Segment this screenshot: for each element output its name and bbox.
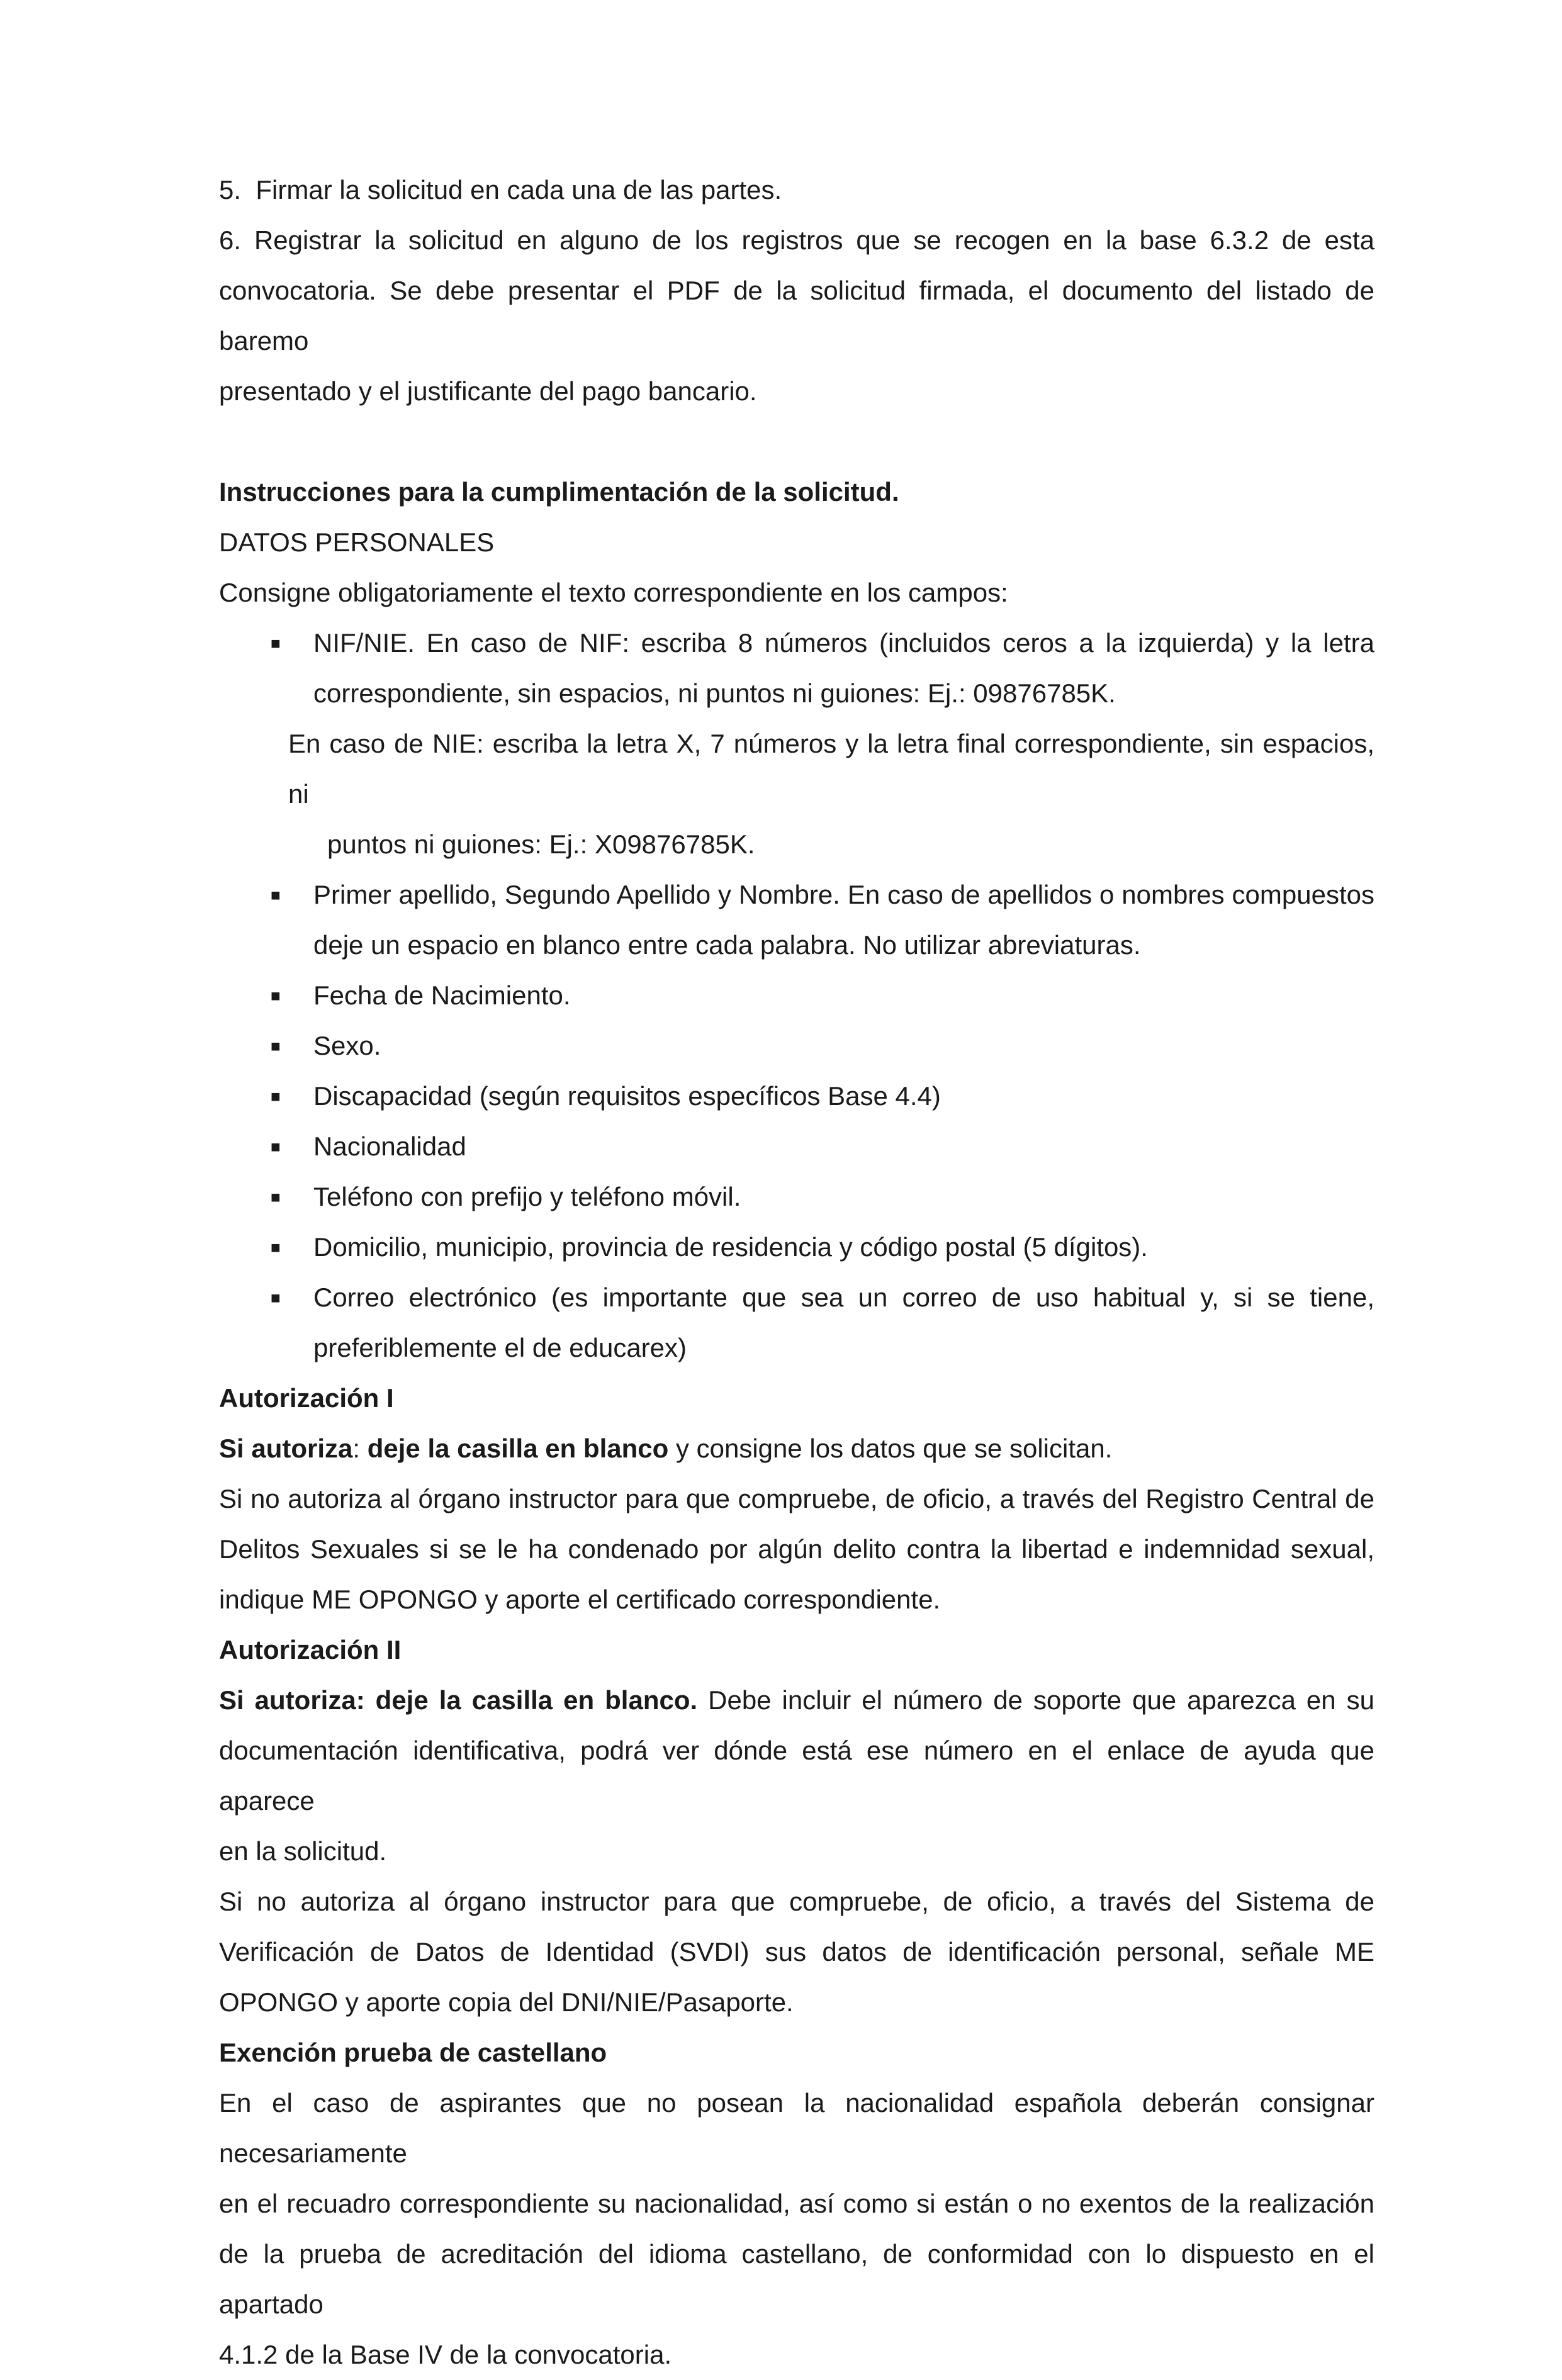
list-item: [219, 1172, 1374, 1222]
list-item: [219, 970, 1374, 1021]
bullet-square-icon: ■: [271, 634, 281, 653]
auth2-line: documentación identificativa, podrá ver dónde está ese número en el enlace de ayuda que aparece: [219, 1736, 1374, 1816]
list-item-line: NIF/NIE. En caso de NIF: escriba 8 números (incluidos ceros a la izquierda) y la letra: [313, 628, 1374, 658]
auth2-lead: [219, 1675, 1374, 1726]
bullet-square-icon: ■: [271, 986, 281, 1005]
auth1-line: indique ME OPONGO y aporte el certificado correspondiente.: [219, 1585, 941, 1614]
castellano-line: en el recuadro correspondiente su nacionalidad, así como si están o no exentos de la realización: [219, 2189, 1374, 2218]
auth2-line: Si no autoriza al órgano instructor para que compruebe, de oficio, a través del Sistema de: [219, 1887, 1374, 1916]
instructions-title: Instrucciones para la cumplimentación de la solicitud.: [219, 477, 899, 507]
list-item-line: deje un espacio en blanco entre cada palabra. No utilizar abreviaturas.: [313, 930, 1141, 960]
bullet-square-icon: ■: [271, 1087, 281, 1106]
auth1-lead: [219, 1423, 1374, 1474]
list-item: [219, 1121, 1374, 1172]
lead-colon: :: [352, 1434, 368, 1463]
nie-line: En caso de NIE: escriba la letra X, 7 números y la letra final correspondiente, sin espacios, ni: [288, 729, 1374, 809]
lead-blank-bold: deje la casilla en blanco: [367, 1434, 669, 1463]
lead-rest: y consigne los datos que se solicitan.: [668, 1434, 1113, 1463]
step-6: [219, 215, 1374, 417]
castellano-line: 4.1.2 de la Base IV de la convocatoria.: [219, 2340, 672, 2369]
bullet-square-icon: ■: [271, 885, 281, 904]
bullet-square-icon: ■: [271, 1238, 281, 1257]
castellano-line: de la prueba de acreditación del idioma castellano, de conformidad con lo dispuesto en el apartado: [219, 2239, 1374, 2319]
section-heading-castellano: Exención prueba de castellano: [219, 2038, 607, 2067]
step-line: presentado y el justificante del pago bancario.: [219, 376, 757, 406]
section-heading-auth1: Autorización I: [219, 1383, 394, 1413]
personal-intro: Consigne obligatoriamente el texto correspondiente en los campos:: [219, 578, 1008, 607]
lead-bold: Si autoriza: deje la casilla en blanco.: [219, 1685, 698, 1715]
section-heading-personal: DATOS PERSONALES: [219, 527, 495, 557]
list-item-text: Discapacidad (según requisitos específicos Base 4.4): [313, 1081, 941, 1111]
step-number: 5.: [219, 175, 242, 205]
list-item: [219, 1021, 1374, 1071]
list-item-text: Fecha de Nacimiento.: [313, 980, 571, 1010]
list-item-text: Teléfono con prefijo y teléfono móvil.: [313, 1182, 741, 1211]
castellano-line: En el caso de aspirantes que no posean la nacionalidad española deberán consignar necesariamente: [219, 2088, 1374, 2168]
bullet-square-icon: ■: [271, 1288, 281, 1307]
lead-bold: Si autoriza: [219, 1434, 353, 1463]
list-item: [219, 1272, 1374, 1373]
list-item: [219, 1071, 1374, 1121]
step-text: Firmar la solicitud en cada una de las partes.: [256, 175, 782, 205]
list-item: [219, 1222, 1374, 1272]
auth2-line: Verificación de Datos de Identidad (SVDI) sus datos de identificación personal, señale ME: [219, 1937, 1374, 1967]
step-5: [219, 165, 1374, 215]
nie-note: [219, 719, 1374, 819]
step-line: convocatoria. Se debe presentar el PDF de la solicitud firmada, el documento del listado de baremo: [219, 276, 1374, 356]
list-item-line: Correo electrónico (es importante que sea un correo de uso habitual y, si se tiene,: [313, 1283, 1374, 1312]
list-item: [219, 618, 1374, 719]
document-page: [219, 165, 1374, 2380]
step-number: 6.: [219, 225, 242, 255]
list-item-line: Primer apellido, Segundo Apellido y Nombre. En caso de apellidos o nombres compuestos: [313, 880, 1374, 909]
list-item-line: correspondiente, sin espacios, ni puntos ni guiones: Ej.: 09876785K.: [313, 678, 1116, 708]
step-line: [219, 215, 1374, 266]
step-text: Registrar la solicitud en alguno de los registros que se recogen en la base 6.3.2 de esta: [254, 225, 1374, 255]
list-item-text: Nacionalidad: [313, 1131, 466, 1161]
lead-rest: Debe incluir el número de soporte que aparezca en su: [697, 1685, 1374, 1715]
list-item-line: preferiblemente el de educarex): [313, 1333, 687, 1362]
nie-line: puntos ni guiones: Ej.: X09876785K.: [327, 829, 755, 859]
list-item: [219, 870, 1374, 970]
bullet-square-icon: ■: [271, 1036, 281, 1055]
bullet-square-icon: ■: [271, 1137, 281, 1156]
bullet-square-icon: ■: [271, 1187, 281, 1206]
auth1-line: Delitos Sexuales si se le ha condenado por algún delito contra la libertad e indemnidad sexual,: [219, 1534, 1374, 1564]
auth2-line: OPONGO y aporte copia del DNI/NIE/Pasaporte.: [219, 1987, 794, 2017]
section-heading-auth2: Autorización II: [219, 1635, 402, 1664]
list-item-text: Sexo.: [313, 1031, 381, 1060]
list-item-text: Domicilio, municipio, provincia de residencia y código postal (5 dígitos).: [313, 1232, 1148, 1262]
auth2-line: en la solicitud.: [219, 1836, 387, 1866]
auth1-line: Si no autoriza al órgano instructor para que compruebe, de oficio, a través del Registro Central de: [219, 1484, 1374, 1513]
